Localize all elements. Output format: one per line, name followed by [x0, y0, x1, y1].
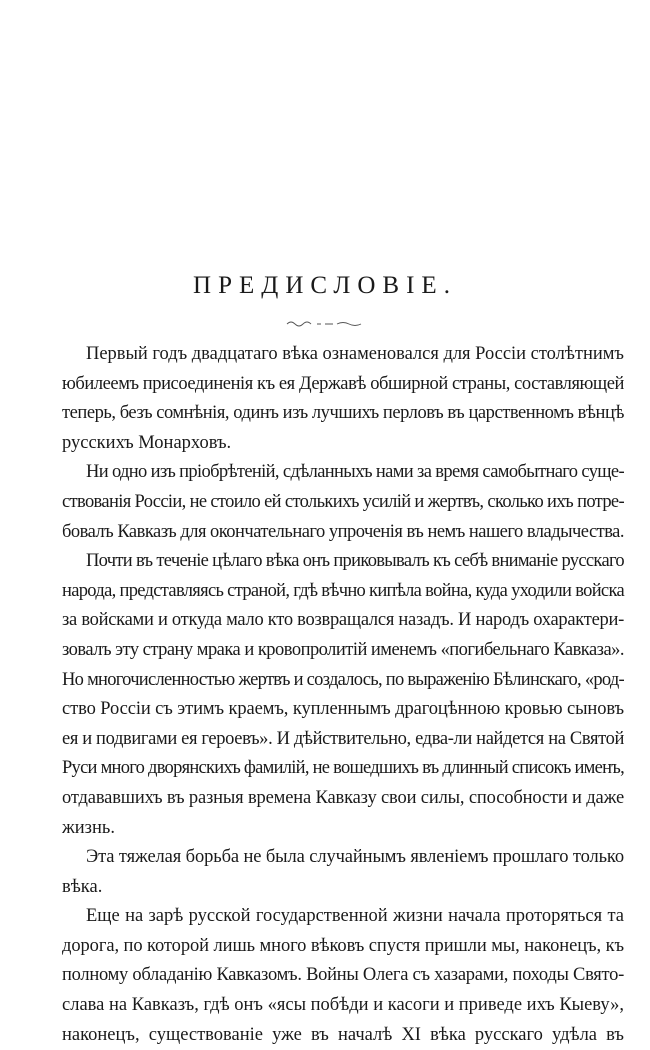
text-line: юбилеемъ присоединенія къ ея Державѣ обширной страны, составляющей: [62, 373, 624, 394]
text-line: ствованія Россіи, не стоило ей столькихъ усилій и жертвъ, сколько ихъ потре-: [62, 491, 624, 512]
text-line: наконецъ, существованіе уже въ началѣ XI вѣка русскаго удѣла въ: [62, 1024, 624, 1045]
text-line: зовалъ эту страну мрака и кровопролитій именемъ «погибельнаго Кавказа».: [62, 639, 624, 660]
text-line: слава на Кавказъ, гдѣ онъ «ясы побѣди и касоги и приведе ихъ Кыеву»,: [62, 995, 624, 1016]
text-line: жизнь.: [62, 817, 115, 838]
text-line: Первый годъ двадцатаго вѣка ознаменовался для Россіи столѣтнимъ: [86, 344, 624, 364]
text-line: народа, представляясь страной, гдѣ вѣчно кипѣла война, куда уходили войска: [62, 580, 624, 601]
text-line: Почти въ теченіе цѣлаго вѣка онъ приковывалъ къ себѣ вниманіе русскаго: [86, 551, 624, 572]
text-line: вѣка.: [62, 876, 103, 897]
text-line: ея и подвигами ея героевъ». И дѣйствительно, едва-ли найдется на Святой: [62, 728, 624, 749]
ornament-divider: [285, 318, 365, 328]
text-line: русскихъ Монарховъ.: [62, 432, 232, 453]
text-line: отдававшихъ въ разныя времена Кавказу свои силы, способности и даже: [62, 787, 624, 808]
text-line: Эта тяжелая борьба не была случайнымъ явленіемъ прошлаго только: [86, 847, 624, 868]
text-line: ство Россіи съ этимъ краемъ, купленнымъ драгоцѣнною кровью сыновъ: [62, 699, 624, 720]
page-title: ПРЕДИСЛОВІЕ.: [193, 272, 457, 299]
text-line: Но многочисленностью жертвъ и создалось, по выраженію Бѣлинскаго, «род-: [62, 669, 624, 690]
text-line: теперь, безъ сомнѣнія, одинъ изъ лучшихъ перловъ въ царственномъ вѣнцѣ: [62, 403, 624, 424]
text-line: полному обладанію Кавказомъ. Войны Олега съ хазарами, походы Свято-: [62, 965, 624, 986]
text-line: Ни одно изъ пріобрѣтеній, сдѣланныхъ нами за время самобытнаго суще-: [86, 462, 624, 483]
preface-body: [62, 340, 624, 1050]
text-line: дорога, по которой лишь много вѣковъ спустя пришли мы, наконецъ, къ: [62, 935, 624, 956]
text-line: за войсками и откуда мало кто возвращался назадъ. И народъ охарактери-: [62, 610, 624, 631]
text-line: бовалъ Кавказъ для окончательнаго упроченія въ немъ нашего владычества.: [62, 521, 624, 542]
text-line: Еще на зарѣ русской государственной жизни начала проторяться та: [86, 906, 624, 927]
text-line: Руси много дворянскихъ фамилій, не вошедшихъ въ длинный списокъ именъ,: [62, 758, 624, 779]
